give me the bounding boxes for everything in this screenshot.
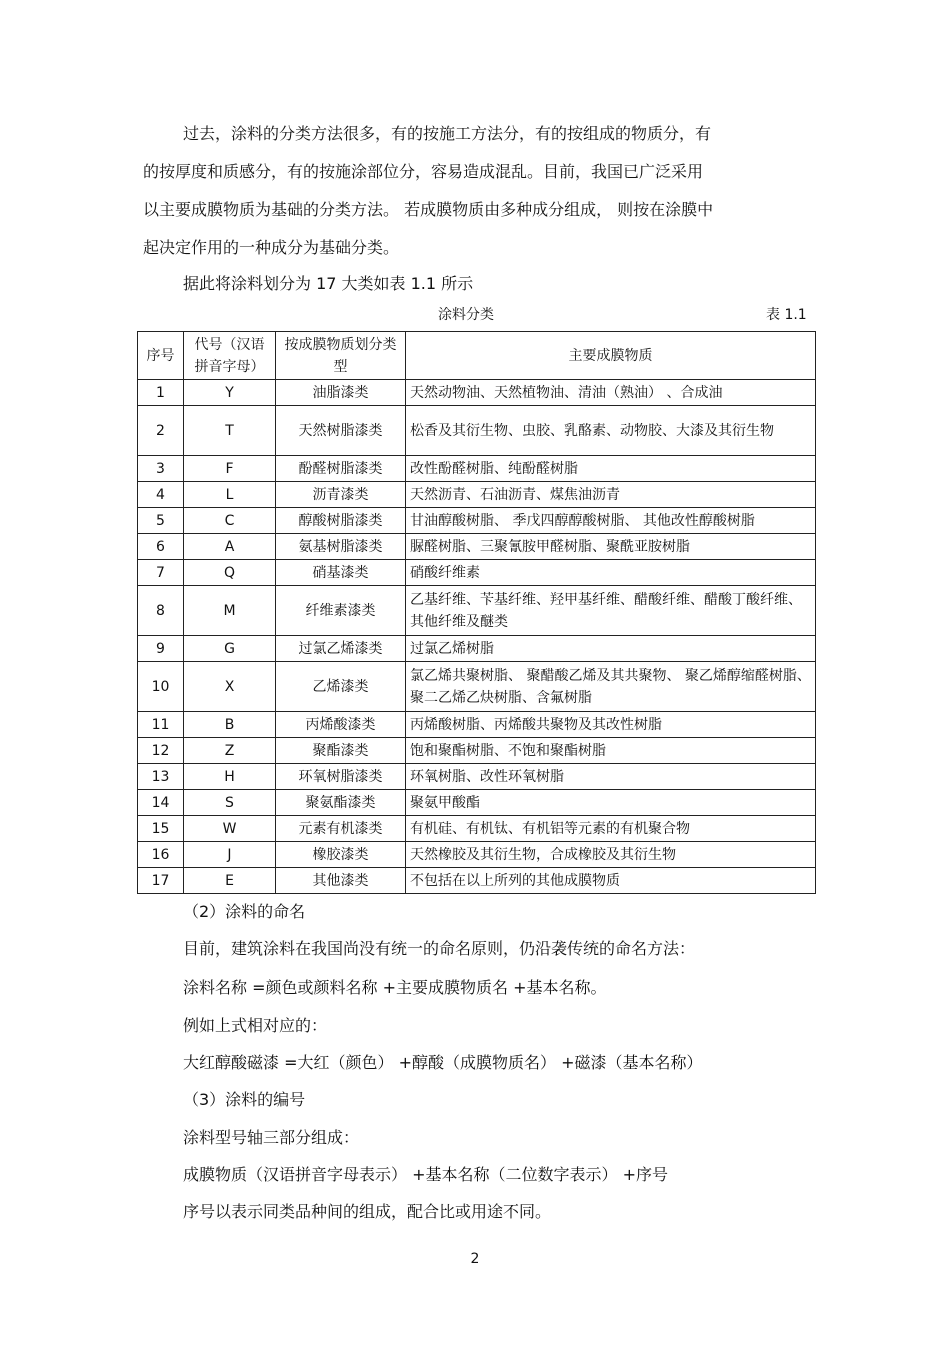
row-material: 过氯乙烯树脂 [406,636,816,662]
table-row [138,712,816,738]
row-material: 松香及其衍生物、虫胶、乳酪素、动物胶、大漆及其衍生物 [406,406,816,456]
row-code: J [184,842,276,868]
row-code: Y [184,380,276,406]
table-row [138,790,816,816]
intro-line-4: 起决定作用的一种成分为基础分类。 [143,238,400,257]
table-row [138,508,816,534]
row-material: 天然橡胶及其衍生物，合成橡胶及其衍生物 [406,842,816,868]
row-type: 聚氨酯漆类 [276,790,406,816]
row-seq: 14 [138,790,184,816]
row-type: 天然树脂漆类 [276,406,406,456]
row-type: 酚醛树脂漆类 [276,456,406,482]
naming-heading: （2）涂料的命名 [183,902,306,921]
row-seq: 15 [138,816,184,842]
table-header-row [138,332,816,380]
table-row [138,380,816,406]
row-seq: 12 [138,738,184,764]
row-material: 环氧树脂、改性环氧树脂 [406,764,816,790]
row-material: 丙烯酸树脂、丙烯酸共聚物及其改性树脂 [406,712,816,738]
page-number: 2 [470,1251,480,1267]
row-seq: 7 [138,560,184,586]
row-seq: 16 [138,842,184,868]
intro-paragraph [143,115,813,267]
table-row [138,406,816,456]
row-type: 其他漆类 [276,868,406,894]
row-material: 硝酸纤维素 [406,560,816,586]
intro-line-3: 以主要成膜物质为基础的分类方法。 若成膜物质由多种成分组成， 则按在涂膜中 [143,200,714,219]
row-seq: 4 [138,482,184,508]
row-code: F [184,456,276,482]
row-material: 有机硅、有机钛、有机铝等元素的有机聚合物 [406,816,816,842]
table-row [138,586,816,636]
row-seq: 5 [138,508,184,534]
row-material: 脲醛树脂、三聚氰胺甲醛树脂、聚酰亚胺树脂 [406,534,816,560]
header-seq: 序号 [138,332,184,380]
numbering-note: 序号以表示同类品种间的组成，配合比或用途不同。 [183,1202,552,1221]
table-row [138,816,816,842]
row-type: 过氯乙烯漆类 [276,636,406,662]
header-code: 代号（汉语拼音字母） [184,332,276,380]
row-type: 醇酸树脂漆类 [276,508,406,534]
table-row [138,868,816,894]
table-row [138,482,816,508]
table-caption: 涂料分类 [438,307,494,323]
row-type: 沥青漆类 [276,482,406,508]
intro-line-2: 的按厚度和质感分，有的按施涂部位分，容易造成混乱。目前，我国已广泛采用 [143,162,704,181]
table-row [138,662,816,712]
naming-example: 大红醇酸磁漆 =大红（颜色） +醇酸（成膜物质名） +磁漆（基本名称） [183,1053,703,1072]
row-code: H [184,764,276,790]
row-material: 天然动物油、天然植物油、清油（熟油） 、合成油 [406,380,816,406]
intro-line-1: 过去，涂料的分类方法很多，有的按施工方法分，有的按组成的物质分，有 [183,124,712,143]
row-code: M [184,586,276,636]
row-seq: 13 [138,764,184,790]
row-material: 不包括在以上所列的其他成膜物质 [406,868,816,894]
row-material: 乙基纤维、苄基纤维、羟甲基纤维、醋酸纤维、醋酸丁酸纤维、其他纤维及醚类 [406,586,816,636]
row-code: S [184,790,276,816]
row-seq: 8 [138,586,184,636]
row-seq: 2 [138,406,184,456]
table-row [138,842,816,868]
table-row [138,738,816,764]
row-seq: 11 [138,712,184,738]
row-type: 氨基树脂漆类 [276,534,406,560]
row-code: B [184,712,276,738]
row-material: 饱和聚酯树脂、不饱和聚酯树脂 [406,738,816,764]
table-number: 表 1.1 [766,307,807,323]
row-type: 油脂漆类 [276,380,406,406]
table-row [138,534,816,560]
row-code: Q [184,560,276,586]
coating-classification-table [137,331,816,894]
row-code: G [184,636,276,662]
table-row [138,764,816,790]
row-seq: 1 [138,380,184,406]
row-code: X [184,662,276,712]
row-material: 改性酚醛树脂、纯酚醛树脂 [406,456,816,482]
numbering-heading: （3）涂料的编号 [183,1090,306,1109]
row-seq: 3 [138,456,184,482]
row-code: C [184,508,276,534]
row-type: 丙烯酸漆类 [276,712,406,738]
row-type: 硝基漆类 [276,560,406,586]
row-material: 天然沥青、石油沥青、煤焦油沥青 [406,482,816,508]
row-seq: 17 [138,868,184,894]
row-seq: 6 [138,534,184,560]
table-row [138,560,816,586]
row-material: 甘油醇酸树脂、 季戊四醇醇酸树脂、 其他改性醇酸树脂 [406,508,816,534]
row-type: 橡胶漆类 [276,842,406,868]
row-type: 纤维素漆类 [276,586,406,636]
row-code: E [184,868,276,894]
row-seq: 9 [138,636,184,662]
table-row [138,456,816,482]
numbering-formula: 成膜物质（汉语拼音字母表示） +基本名称（二位数字表示） +序号 [183,1165,668,1184]
row-type: 元素有机漆类 [276,816,406,842]
naming-example-intro: 例如上式相对应的： [183,1016,328,1035]
table-row [138,636,816,662]
naming-formula: 涂料名称 =颜色或颜料名称 +主要成膜物质名 +基本名称。 [183,978,607,997]
row-type: 聚酯漆类 [276,738,406,764]
row-code: Z [184,738,276,764]
row-code: W [184,816,276,842]
numbering-text: 涂料型号轴三部分组成： [183,1128,360,1147]
row-type: 环氧树脂漆类 [276,764,406,790]
header-material: 主要成膜物质 [406,332,816,380]
row-type: 乙烯漆类 [276,662,406,712]
row-seq: 10 [138,662,184,712]
row-code: L [184,482,276,508]
row-code: T [184,406,276,456]
header-type: 按成膜物质划分类型 [276,332,406,380]
row-code: A [184,534,276,560]
naming-text: 目前，建筑涂料在我国尚没有统一的命名原则，仍沿袭传统的命名方法： [183,939,696,958]
row-material: 氯乙烯共聚树脂、 聚醋酸乙烯及其共聚物、 聚乙烯醇缩醛树脂、聚二乙烯乙炔树脂、含氟树脂 [406,662,816,712]
row-material: 聚氨甲酸酯 [406,790,816,816]
intro-summary: 据此将涂料划分为 17 大类如表 1.1 所示 [183,274,474,293]
